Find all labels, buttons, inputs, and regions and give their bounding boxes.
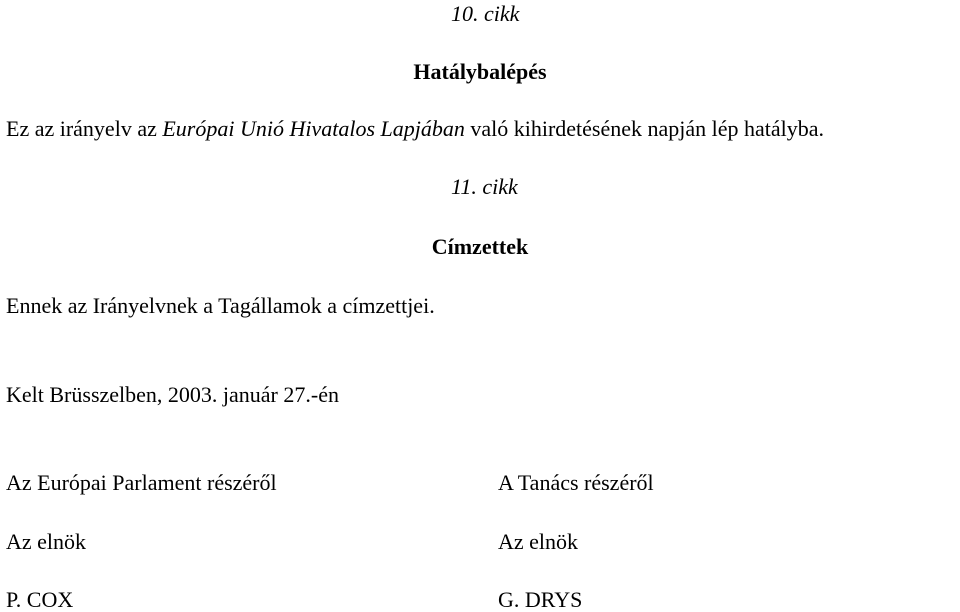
council-president-role: Az elnök <box>498 529 579 554</box>
parliament-signature-header: Az Európai Parlament részéről <box>6 470 277 495</box>
official-journal-name: Európai Unió Hivatalos Lapjában <box>162 116 465 141</box>
article-11-paragraph: Ennek az Irányelvnek a Tagállamok a címzettjei. <box>6 293 435 318</box>
article-10-paragraph <box>6 118 824 140</box>
council-signature-header: A Tanács részéről <box>498 470 654 495</box>
parliament-president-name: P. COX <box>6 587 74 612</box>
parliament-president-role: Az elnök <box>6 529 87 554</box>
article-10-text-before: Ez az irányelv az <box>6 116 163 141</box>
council-president-name: G. DRYS <box>498 587 583 612</box>
article-11-number: 11. cikk <box>451 174 518 199</box>
article-10-title: Hatálybalépés <box>413 59 547 84</box>
article-10-text-after: való kihirdetésének napján lép hatályba. <box>464 116 825 141</box>
article-11-title: Címzettek <box>431 234 529 259</box>
signing-place-date: Kelt Brüsszelben, 2003. január 27.-én <box>6 382 339 407</box>
article-10-number: 10. cikk <box>451 1 520 26</box>
